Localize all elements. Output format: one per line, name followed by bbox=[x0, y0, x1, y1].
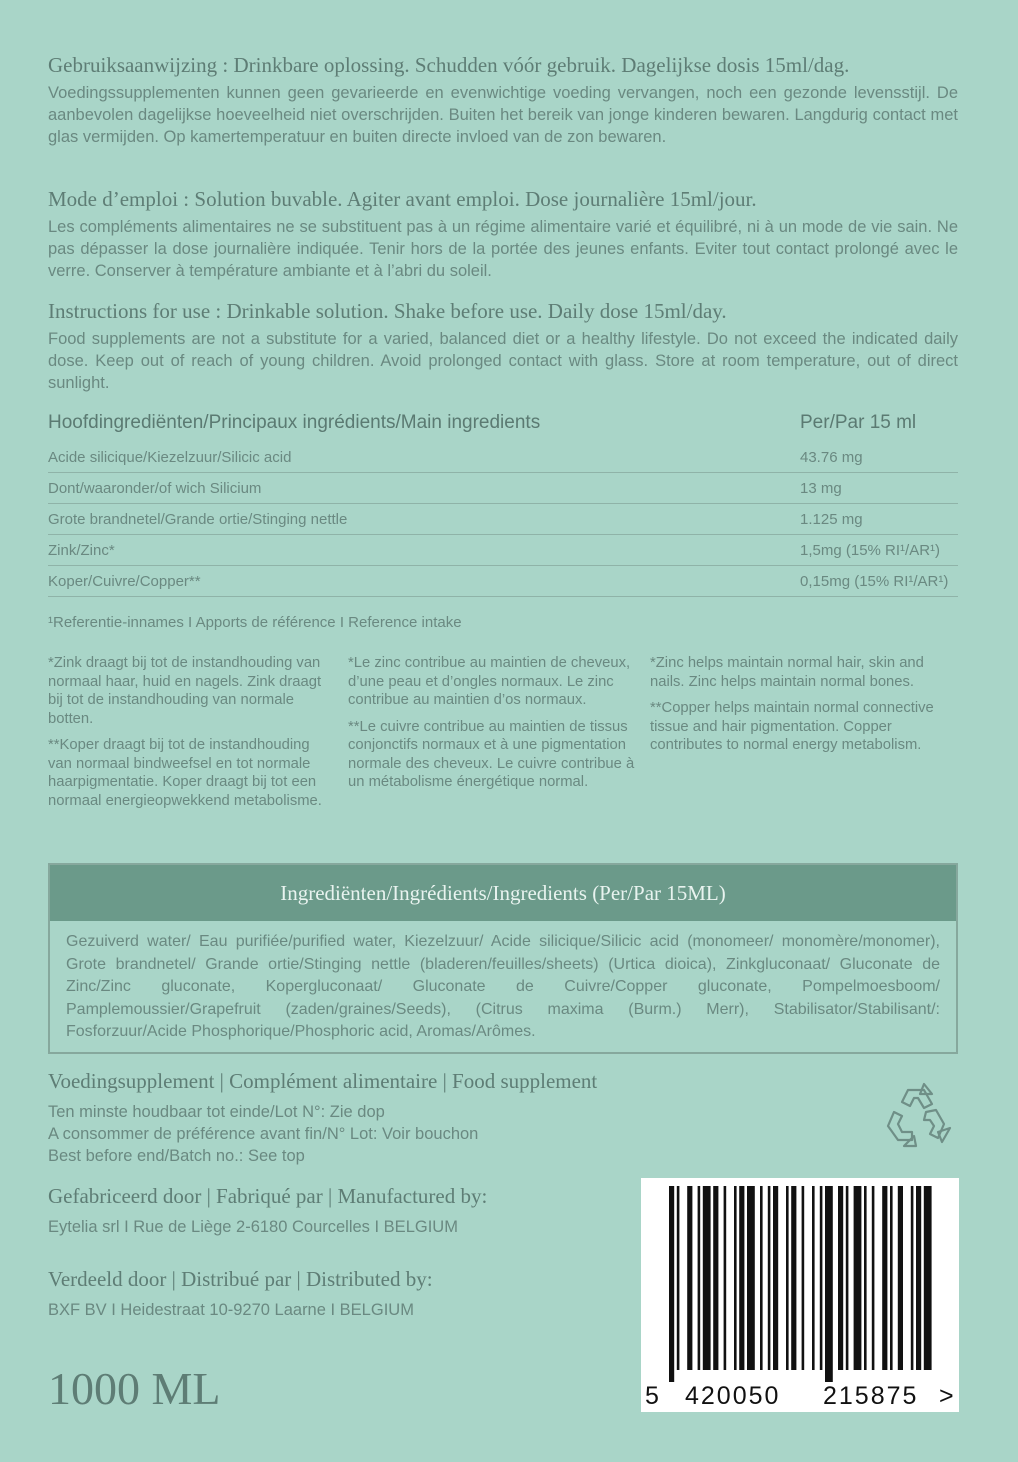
barcode-bar bbox=[747, 1186, 755, 1370]
claims-en bbox=[650, 654, 940, 763]
best-before-nl: Ten minste houdbaar tot einde/Lot N°: Zie dop bbox=[48, 1103, 385, 1121]
claim-zinc-en: *Zinc helps maintain normal hair, skin and nails. Zinc helps maintain normal bones. bbox=[650, 655, 924, 690]
usage-en-text: Food supplements are not a substitute for a varied, balanced diet or a healthy lifestyle. Do not exceed the indicated daily dose. Keep out of reach of young children. Avoid prolonged contact with glass. Store at room temperature, out of direct sunlight. bbox=[48, 330, 958, 392]
usage-en-heading: Instructions for use : Drinkable solution. Shake before use. Daily dose 15ml/day. bbox=[48, 299, 727, 323]
barcode-bar bbox=[854, 1186, 862, 1370]
barcode-right-group: 215875 bbox=[823, 1382, 919, 1410]
usage-en bbox=[48, 298, 958, 394]
claim-zinc-fr: *Le zinc contribue au maintien de cheveux, d’une peau et d’ongles normaux. Le zinc contribue au maintien d’os normaux. bbox=[348, 655, 631, 708]
recycle-icon bbox=[880, 1080, 958, 1158]
barcode-bar bbox=[820, 1186, 823, 1370]
table-row bbox=[48, 473, 958, 504]
usage-fr-text: Les compléments alimentaires ne se substituent pas à un régime alimentaire varié et équilibré, ni à un mode de vie sain. Ne pas dépasser la dose journalière indiquée. Tenir hors de la portée des jeunes enfants. Eviter tout contact prolongé avec le verre. Conserver à température ambiante et à l’abri du soleil. bbox=[48, 218, 958, 280]
table-header-name: Hoofdingrediënten/Principaux ingrédients/Main ingredients bbox=[48, 412, 541, 433]
ingredient-name: Dont/waaronder/of wich Silicium bbox=[48, 473, 800, 504]
barcode-bar bbox=[846, 1186, 849, 1370]
table-row bbox=[48, 535, 958, 566]
barcode-bar bbox=[890, 1186, 893, 1370]
claim-zinc-nl: *Zink draagt bij tot de instandhouding van normaal haar, huid en nagels. Zink draagt bij tot de instandhouding van normale botten. bbox=[48, 655, 322, 727]
ingredient-name: Koper/Cuivre/Copper** bbox=[48, 566, 800, 597]
main-ingredients-table bbox=[48, 412, 958, 597]
barcode-bar bbox=[838, 1186, 843, 1370]
barcode-bar bbox=[687, 1186, 692, 1370]
barcode-bar bbox=[698, 1186, 701, 1370]
table-header-row bbox=[48, 412, 958, 442]
barcode-bar bbox=[760, 1186, 763, 1370]
ingredient-value: 13 mg bbox=[800, 473, 958, 504]
ingredients-box bbox=[48, 863, 958, 1054]
ingredient-value: 0,15mg (15% RI¹/AR¹) bbox=[800, 566, 958, 597]
supplement-heading: Voedingsupplement | Complément alimentaire | Food supplement bbox=[48, 1069, 598, 1093]
claims-fr bbox=[348, 654, 636, 800]
ingredient-value: 1.125 mg bbox=[800, 504, 958, 535]
barcode-bar bbox=[703, 1186, 711, 1370]
barcode-bar bbox=[791, 1186, 796, 1370]
table-row bbox=[48, 504, 958, 535]
ingredient-name: Zink/Zinc* bbox=[48, 535, 800, 566]
claims-nl bbox=[48, 654, 336, 818]
barcode bbox=[641, 1178, 959, 1412]
barcode-bar bbox=[911, 1186, 914, 1370]
usage-nl bbox=[48, 52, 958, 148]
barcode-bar bbox=[802, 1186, 805, 1370]
claim-copper-fr: **Le cuivre contribue au maintien de tissus conjonctifs normaux et à une pigmentation normale des cheveux. Le cuivre contribue à un métabolisme énergétique normal. bbox=[348, 718, 635, 790]
best-before-fr: A consommer de préférence avant fin/N° Lot: Voir bouchon bbox=[48, 1125, 479, 1143]
usage-nl-text: Voedingssupplementen kunnen geen gevarieerde en evenwichtige voeding vervangen, noch een gezonde levensstijl. De aanbevolen dagelijkse hoeveelheid niet overschrijden. Buiten het bereik van jonge kinderen bewaren. Langdurig contact met glas vermijden. Op kamertemperatuur en buiten directe invloed van de zon bewaren. bbox=[48, 84, 958, 146]
ingredients-box-title: Ingrediënten/Ingrédients/Ingredients (Per/Par 15ML) bbox=[50, 865, 956, 921]
barcode-bar bbox=[773, 1186, 778, 1370]
barcode-bar bbox=[724, 1186, 727, 1370]
barcode-bar bbox=[786, 1186, 789, 1370]
barcode-bar bbox=[872, 1186, 875, 1370]
ingredient-name: Acide silicique/Kiezelzuur/Silicic acid bbox=[48, 442, 800, 473]
distributor-address: BXF BV I Heidestraat 10-9270 Laarne I BELGIUM bbox=[48, 1301, 414, 1319]
barcode-bar bbox=[864, 1186, 867, 1370]
barcode-bar bbox=[669, 1186, 674, 1382]
barcode-bar bbox=[825, 1186, 833, 1382]
usage-fr-heading: Mode d’emploi : Solution buvable. Agiter avant emploi. Dose journalière 15ml/jour. bbox=[48, 187, 757, 211]
table-row bbox=[48, 442, 958, 473]
table-header-value: Per/Par 15 ml bbox=[800, 412, 917, 433]
distributor-heading: Verdeeld door | Distribué par | Distributed by: bbox=[48, 1267, 433, 1291]
best-before-en: Best before end/Batch no.: See top bbox=[48, 1147, 305, 1165]
barcode-bar bbox=[734, 1186, 737, 1370]
manufacturer-heading: Gefabriceerd door | Fabriqué par | Manufactured by: bbox=[48, 1184, 488, 1208]
claim-copper-en: **Copper helps maintain normal connective tissue and hair pigmentation. Copper contributes to normal energy metabolism. bbox=[650, 700, 934, 753]
ingredient-name: Grote brandnetel/Grande ortie/Stinging nettle bbox=[48, 504, 800, 535]
claim-copper-nl: **Koper draagt bij tot de instandhouding van normaal bindweefsel en tot normale haarpigmentatie. Koper draagt bij tot een normaal energieopwekkend metabolisme. bbox=[48, 737, 322, 809]
barcode-icon bbox=[641, 1178, 959, 1412]
barcode-bar bbox=[812, 1186, 815, 1370]
ingredient-value: 1,5mg (15% RI¹/AR¹) bbox=[800, 535, 958, 566]
usage-nl-heading: Gebruiksaanwijzing : Drinkbare oplossing. Schudden vóór gebruik. Dagelijkse dosis 15ml/dag. bbox=[48, 53, 850, 77]
usage-fr bbox=[48, 186, 958, 282]
barcode-bar bbox=[739, 1186, 744, 1370]
barcode-bar bbox=[768, 1186, 771, 1370]
barcode-bar bbox=[898, 1186, 903, 1370]
barcode-bar bbox=[924, 1186, 932, 1370]
manufacturer-address: Eytelia srl I Rue de Liège 2-6180 Courcelles I BELGIUM bbox=[48, 1218, 458, 1236]
volume-label: 1000 ML bbox=[48, 1363, 221, 1414]
reference-intake-note: ¹Referentie-innames I Apports de référence I Reference intake bbox=[48, 614, 462, 631]
barcode-end-mark: > bbox=[939, 1382, 954, 1410]
ingredients-box-text: Gezuiverd water/ Eau purifiée/purified water, Kiezelzuur/ Acide silicique/Silicic acid (monomeer/ monomère/monomer), Grote brandnetel/ Grande ortie/Stinging nettle (bladeren/feuilles/sheets) (Urtica dioica), Zinkgluconaat/ Gluconate de Zinc/Zinc gluconate, Kopergluconaat/ Gluconate de Cuivre/Copper gluconate, Pompelmoesboom/ Pamplemoussier/Grapefruit (zaden/graines/Seeds), (Citrus maxima (Burm.) Merr), Stabilisator/Stabilisant/: Fosforzuur/Acide Phosphorique/Phosphoric acid, Aromas/Arômes. bbox=[66, 933, 940, 1040]
barcode-bar bbox=[677, 1186, 680, 1370]
ingredient-value: 43.76 mg bbox=[800, 442, 958, 473]
table-row bbox=[48, 566, 958, 597]
barcode-bar bbox=[916, 1186, 921, 1370]
barcode-first-digit: 5 bbox=[645, 1382, 659, 1410]
barcode-bar bbox=[713, 1186, 718, 1370]
barcode-bar bbox=[882, 1186, 887, 1370]
barcode-left-group: 420050 bbox=[685, 1382, 781, 1410]
